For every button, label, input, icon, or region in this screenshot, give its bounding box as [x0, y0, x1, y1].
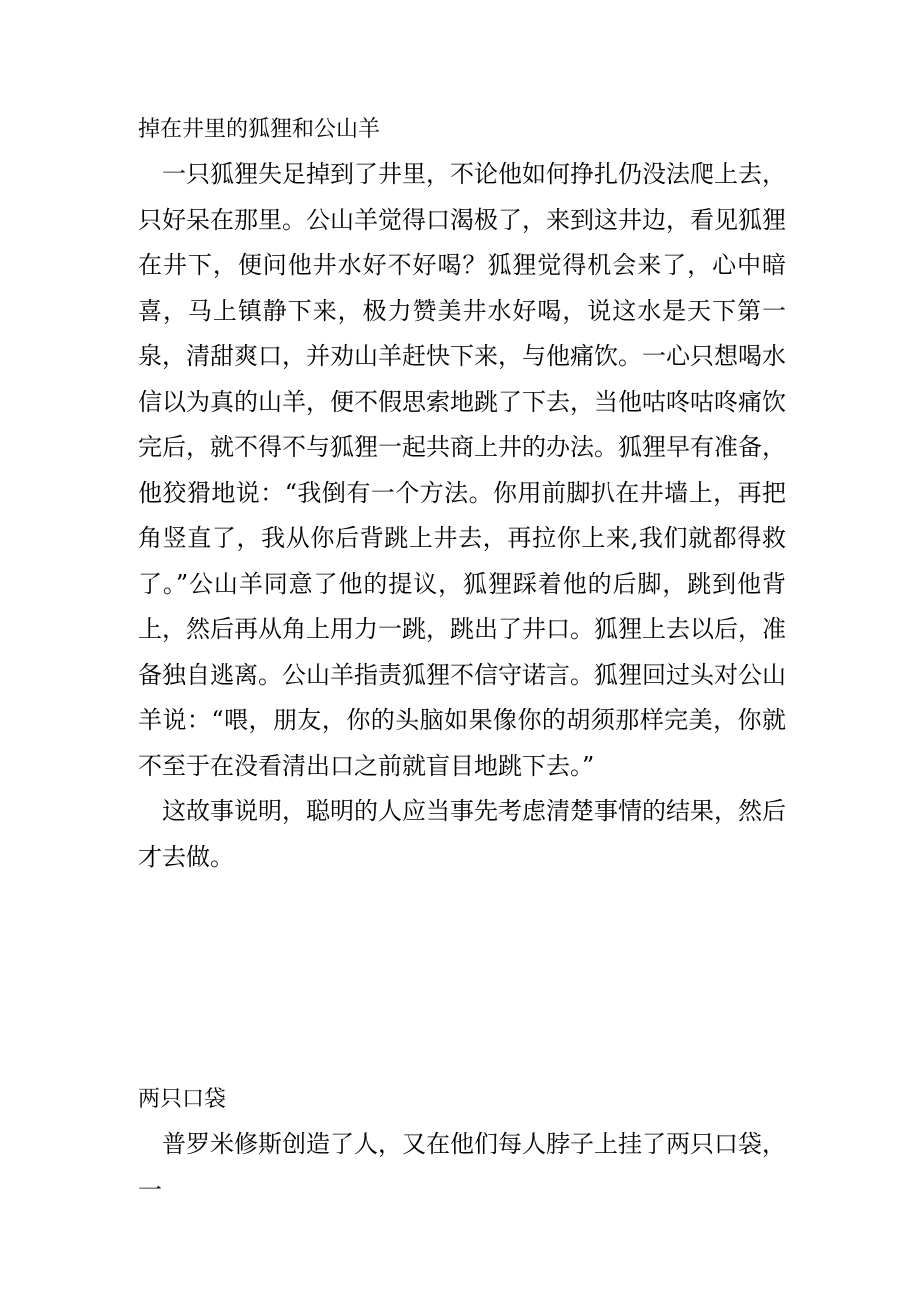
story-moral-paragraph: 这故事说明，聪明的人应当事先考虑清楚事情的结果，然后才去做。: [138, 797, 786, 871]
story-two-bags: [138, 1082, 786, 1213]
story-paragraph: 普罗米修斯创造了人，又在他们每人脖子上挂了两只口袋，一: [138, 1130, 786, 1204]
story-fox-and-goat: [138, 112, 786, 880]
story-title: 掉在井里的狐狸和公山羊: [138, 117, 381, 142]
story-paragraph: 一只狐狸失足掉到了井里，不论他如何挣扎仍没法爬上去，只好呆在那里。公山羊觉得口渴极了，来到这井边，看见狐狸在井下，便问他井水好不好喝？狐狸觉得机会来了，心中暗喜，马上镇静下来，极力赞美井水好喝，说这水是天下第一泉，清甜爽口，并劝山羊赶快下来，与他痛饮。一心只想喝水信以为真的山羊，便不假思索地跳了下去，当他咕咚咕咚痛饮完后，就不得不与狐狸一起共商上井的办法。狐狸早有准备，他狡猾地说：“我倒有一个方法。你用前脚扒在井墙上，再把角竖直了，我从你后背跳上井去，再拉你上来,我们就都得救了。”公山羊同意了他的提议，狐狸踩着他的后脚，跳到他背上，然后再从角上用力一跳，跳出了井口。狐狸上去以后，准备独自逃离。公山羊指责狐狸不信守诺言。狐狸回过头对公山羊说：“喂，朋友，你的头脑如果像你的胡须那样完美，你就不至于在没看清出口之前就盲目地跳下去。”: [138, 160, 786, 780]
story-title: 两只口袋: [138, 1087, 227, 1112]
